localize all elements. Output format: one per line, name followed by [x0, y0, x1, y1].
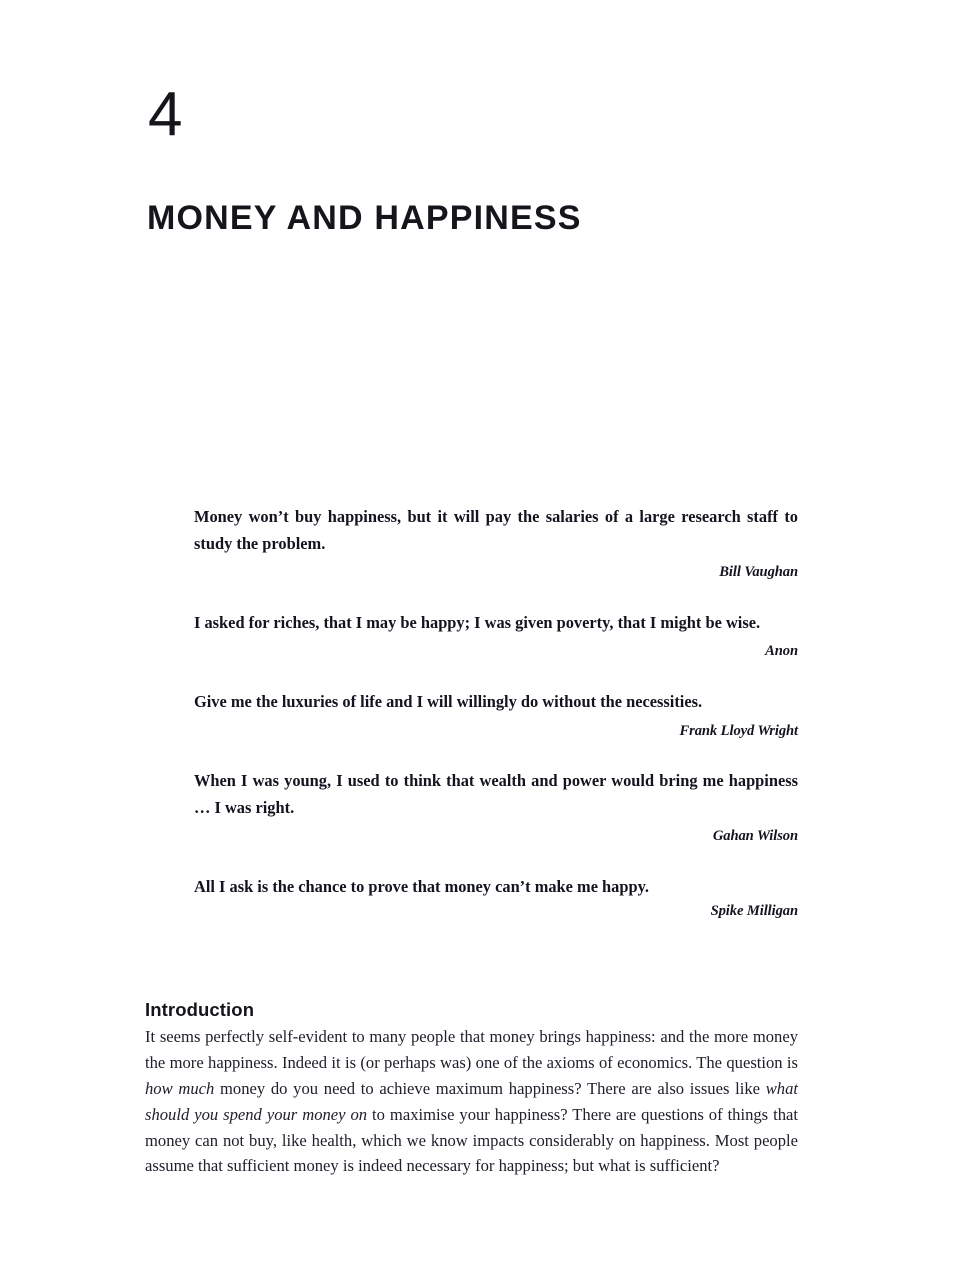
epigraph-attribution: Frank Lloyd Wright — [679, 722, 798, 739]
epigraph-attribution: Spike Milligan — [710, 903, 798, 920]
epigraph-text: All I ask is the chance to prove that money can’t make me happy. — [194, 876, 649, 896]
epigraph-attribution: Bill Vaughan — [719, 564, 798, 581]
paragraph-emphasis: what should you spend your money on — [145, 1078, 798, 1124]
epigraph-item — [194, 504, 798, 584]
section-heading-introduction: Introduction — [145, 999, 255, 1021]
chapter-number: 4 — [148, 80, 183, 149]
epigraph-text: When I was young, I used to think that wealth and power would bring me happiness … I was right. — [194, 771, 798, 817]
epigraph-text: Give me the luxuries of life and I will willingly do without the necessities. — [194, 691, 703, 711]
epigraph-attribution: Anon — [765, 643, 798, 660]
paragraph-segment: to maximise your happiness? There are questions of things that money can not buy, like health, which we know impacts considerably on happiness. Most people assume that sufficient money is indeed necessary for happiness; but what is sufficient? — [145, 1104, 798, 1176]
epigraph-list — [194, 504, 798, 923]
paragraph-segment: It seems perfectly self-evident to many people that money brings happiness: and the more money the more happiness. Indeed it is (or perhaps was) one of the axioms of economics. The question is — [145, 1027, 798, 1072]
paragraph-segment: money do you need to achieve maximum happiness? There are also issues like — [214, 1078, 766, 1098]
epigraph-text: Money won’t buy happiness, but it will pay the salaries of a large research staff to study the problem. — [194, 507, 798, 553]
epigraph-item — [194, 768, 798, 848]
epigraph-text: I asked for riches, that I may be happy; I was given poverty, that I might be wise. — [194, 612, 761, 632]
epigraph-attribution: Gahan Wilson — [712, 828, 798, 845]
epigraph-item — [194, 689, 798, 742]
epigraph-item — [194, 610, 798, 663]
introduction-paragraph — [145, 1024, 798, 1179]
epigraph-item — [194, 874, 798, 923]
chapter-title: MONEY AND HAPPINESS — [147, 198, 582, 237]
paragraph-emphasis: how much — [145, 1078, 215, 1098]
